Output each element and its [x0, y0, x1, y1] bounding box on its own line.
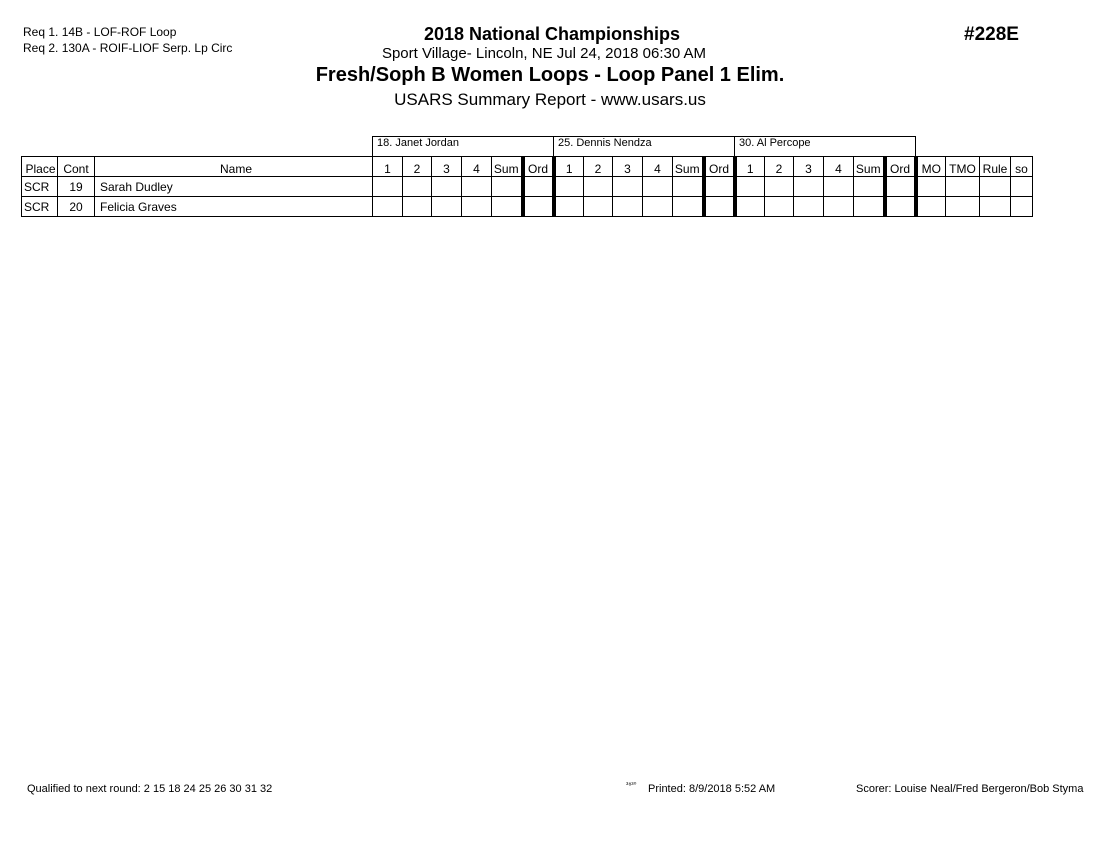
judge-2-name: 25. Dennis Nendza	[554, 137, 735, 157]
judge-1-ord: Ord	[523, 157, 554, 177]
judge-2-sum: Sum	[673, 157, 704, 177]
judge-2-col-4: 4	[643, 157, 673, 177]
venue-line: Sport Village- Lincoln, NE Jul 24, 2018 06:30 AM	[381, 45, 707, 62]
judge-1-col-3: 3	[432, 157, 462, 177]
row-place: SCR	[22, 177, 58, 197]
row-place: SCR	[22, 197, 58, 217]
judge-2-col-1: 1	[554, 157, 584, 177]
judge-1-col-1: 1	[373, 157, 403, 177]
version-mark: ³⁸³⁰	[626, 782, 637, 789]
judge-1-sum: Sum	[492, 157, 523, 177]
judge-2-col-2: 2	[584, 157, 613, 177]
judge-3-ord: Ord	[885, 157, 916, 177]
judge-3-col-3: 3	[794, 157, 824, 177]
requirement-2: Req 2. 130A - ROIF-LIOF Serp. Lp Circ	[23, 41, 233, 55]
scorer-line: Scorer: Louise Neal/Fred Bergeron/Bob Styma	[856, 783, 1084, 795]
requirement-1: Req 1. 14B - LOF-ROF Loop	[23, 25, 177, 39]
so-header: so	[1011, 157, 1033, 177]
judge-1-col-4: 4	[462, 157, 492, 177]
row-name: Felicia Graves	[95, 197, 373, 217]
row-cont: 19	[58, 177, 95, 197]
judge-3-sum: Sum	[854, 157, 885, 177]
judge-1-col-2: 2	[403, 157, 432, 177]
column-header-row	[22, 157, 1033, 177]
judge-3-col-4: 4	[824, 157, 854, 177]
rule-header: Rule	[980, 157, 1011, 177]
judge-3-col-2: 2	[765, 157, 794, 177]
cont-header: Cont	[58, 157, 95, 177]
row-cont: 20	[58, 197, 95, 217]
table-row	[22, 177, 1033, 197]
report-line: USARS Summary Report - www.usars.us	[394, 90, 706, 109]
tmo-header: TMO	[946, 157, 980, 177]
judge-header-row	[22, 137, 1033, 157]
qualified-line: Qualified to next round: 2 15 18 24 25 26 30 31 32	[27, 783, 273, 795]
results-table	[21, 136, 1033, 217]
event-title: 2018 National Championships	[423, 24, 681, 44]
name-header: Name	[95, 157, 373, 177]
place-header: Place	[22, 157, 58, 177]
judge-2-col-3: 3	[613, 157, 643, 177]
table-row	[22, 197, 1033, 217]
mo-header: MO	[916, 157, 946, 177]
printed-line: Printed: 8/9/2018 5:52 AM	[648, 783, 776, 795]
event-number: #228E	[964, 24, 1019, 45]
judge-1-name: 18. Janet Jordan	[373, 137, 554, 157]
row-name: Sarah Dudley	[95, 177, 373, 197]
sub-title: Fresh/Soph B Women Loops - Loop Panel 1 Elim.	[315, 64, 785, 86]
judge-3-name: 30. Al Percope	[735, 137, 916, 157]
judge-2-ord: Ord	[704, 157, 735, 177]
judge-3-col-1: 1	[735, 157, 765, 177]
